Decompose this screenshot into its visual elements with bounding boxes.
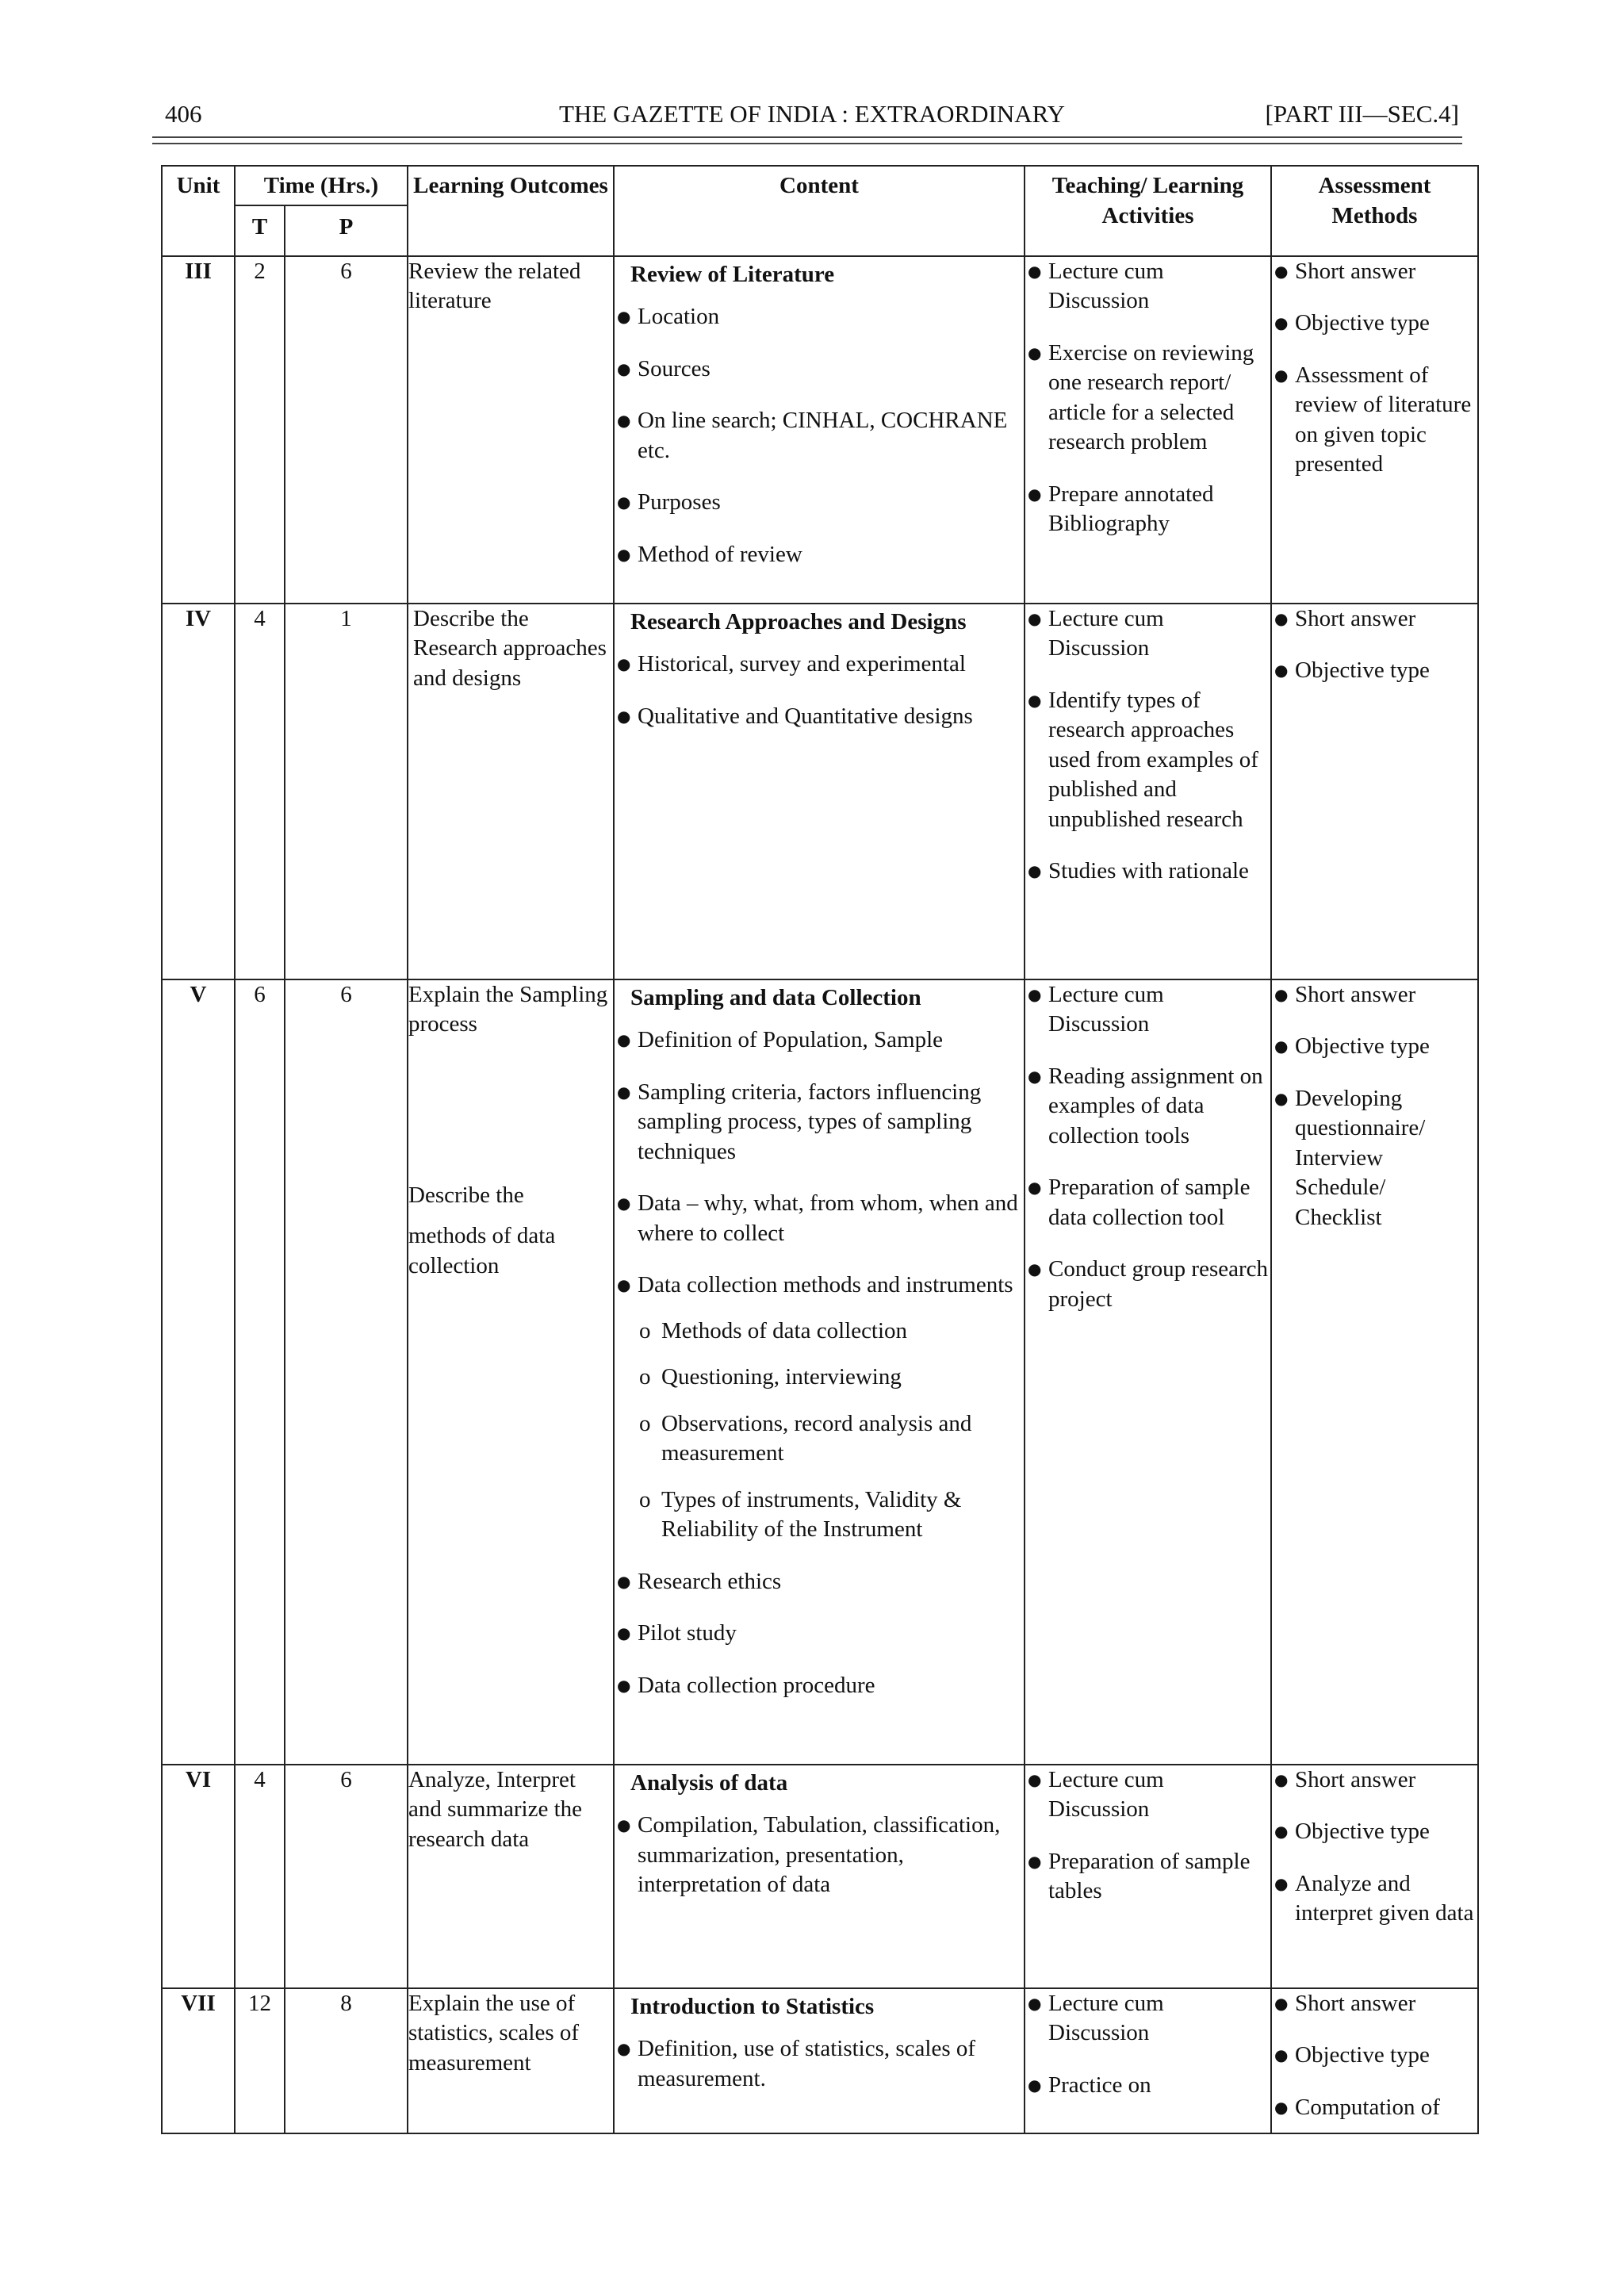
content-heading: Analysis of data [630,1769,788,1796]
activity-item: ● Exercise on reviewing one research report/ article for a selected research problem [1025,339,1270,458]
practical-hours-cell: 1 [285,604,408,979]
learning-outcomes-cell [408,256,614,604]
syllabus-table [161,165,1479,2134]
assessment-item: ● Developing questionnaire/ Interview Schedule/ Checklist [1272,1084,1477,1233]
assessment-cell [1271,1765,1478,1988]
content-item [615,1271,1024,1545]
practical-hours-cell: 6 [285,256,408,604]
activity-item: ● Prepare annotated Bibliography [1025,480,1270,539]
theory-hours-cell: 2 [235,256,285,604]
table-row [162,256,1478,604]
assessment-item: ● Objective type [1272,656,1477,686]
col-header-activities: Teaching/ Learning Activities [1025,166,1271,256]
table-row [162,1765,1478,1988]
assessment-item: ● Short answer [1272,980,1477,1010]
learning-outcome-text: methods of data collection [408,1223,556,1278]
content-cell [614,604,1025,979]
activity-item: ● Lecture cum Discussion [1025,257,1270,316]
page-number: 406 [165,100,202,128]
assessment-list [1272,604,1477,686]
learning-outcome-text: Explain the use of statistics, scales of measurement [408,1990,580,2076]
content-item-text: Data collection methods and instruments [638,1272,1013,1297]
learning-outcomes-cell [408,604,614,979]
content-item-text: Method of review [638,541,802,567]
assessment-item: ● Short answer [1272,604,1477,634]
content-item [615,1025,1024,1056]
content-heading: Review of Literature [630,261,835,287]
assessment-cell [1271,1988,1478,2133]
unit-cell: V [162,979,235,1765]
col-header-p: P [285,205,408,256]
content-item-text: Pilot study [638,1620,737,1646]
col-header-content: Content [614,166,1025,256]
assessment-item: ● Short answer [1272,1765,1477,1796]
assessment-list [1272,1765,1477,1929]
assessment-item: ● Assessment of review of literature on given topic presented [1272,361,1477,480]
table-row [162,1988,1478,2133]
header-row [162,166,1478,205]
activity-item: ● Lecture cum Discussion [1025,604,1270,664]
activities-list [1025,1989,1270,2101]
unit-cell: III [162,256,235,604]
content-list [615,2034,1024,2094]
unit-cell: VII [162,1988,235,2133]
assessment-list [1272,980,1477,1233]
content-item-text: Data – why, what, from whom, when and where to collect [638,1190,1018,1246]
content-item-text: Sampling criteria, factors influencing sampling process, types of sampling techniques [638,1079,982,1164]
content-item-text: Research ethics [638,1568,782,1594]
content-item [615,650,1024,680]
assessment-item: ● Short answer [1272,1989,1477,2019]
activities-list [1025,1765,1270,1907]
assessment-item: ● Analyze and interpret given data [1272,1869,1477,1929]
col-header-learning-outcomes: Learning Outcomes [408,166,614,256]
learning-outcome-text: Describe the Research approaches and designs [413,605,607,691]
content-cell [614,979,1025,1765]
content-sublist [638,1317,1024,1545]
assessment-item: ● Objective type [1272,309,1477,339]
content-item [615,1567,1024,1597]
content-cell [614,256,1025,604]
content-item [615,1189,1024,1248]
unit-cell: IV [162,604,235,979]
content-list [615,1025,1024,1700]
col-header-unit: Unit [162,166,235,256]
theory-hours-cell: 4 [235,604,285,979]
assessment-item: ● Objective type [1272,1817,1477,1847]
content-item [615,1078,1024,1167]
activity-item: ● Identify types of research approaches used from examples of published and unpublished research [1025,686,1270,835]
content-item-text: Location [638,304,720,329]
header-rule [152,143,1462,144]
assessment-list [1272,257,1477,480]
content-item-text: Purposes [638,489,721,515]
content-item [615,2034,1024,2094]
learning-outcome-text: Review the related literature [408,258,581,313]
content-item [615,1671,1024,1701]
content-subitem: o Methods of data collection [638,1317,1024,1347]
activity-item: ● Conduct group research project [1025,1255,1270,1314]
content-item-text: Definition of Population, Sample [638,1027,944,1052]
learning-outcome-text: Explain the Sampling process [408,981,608,1037]
content-item-text: On line search; CINHAL, COCHRANE etc. [638,408,1008,463]
learning-outcome-text: Describe the [408,1182,524,1208]
activity-item: ● Preparation of sample tables [1025,1847,1270,1907]
assessment-item: ● Computation of [1272,2093,1477,2123]
content-heading: Research Approaches and Designs [630,608,967,634]
content-list [615,302,1024,569]
content-item-text: Qualitative and Quantitative designs [638,703,973,729]
content-subitem: o Questioning, interviewing [638,1363,1024,1393]
gazette-title: THE GAZETTE OF INDIA : EXTRAORDINARY [558,100,1066,128]
col-header-time: Time (Hrs.) [235,166,408,205]
col-header-t: T [235,205,285,256]
learning-outcomes-cell [408,1765,614,1988]
activity-item: ● Lecture cum Discussion [1025,1989,1270,2049]
activity-item: ● Lecture cum Discussion [1025,980,1270,1040]
practical-hours-cell: 8 [285,1988,408,2133]
activities-cell [1025,604,1271,979]
content-item-text: Definition, use of statistics, scales of measurement. [638,2036,976,2091]
activities-cell [1025,1765,1271,1988]
learning-outcomes-cell [408,1988,614,2133]
activities-cell [1025,1988,1271,2133]
activities-cell [1025,979,1271,1765]
learning-outcomes-cell [408,979,614,1765]
assessment-cell [1271,256,1478,604]
activities-cell [1025,256,1271,604]
col-header-assessment: Assessment Methods [1271,166,1478,256]
content-item [615,355,1024,385]
learning-outcome-text: Analyze, Interpret and summarize the research data [408,1766,583,1852]
activity-item: ● Studies with rationale [1025,857,1270,887]
content-item [615,488,1024,518]
content-list [615,1811,1024,1900]
content-item-text: Data collection procedure [638,1672,875,1698]
activity-item: ● Preparation of sample data collection tool [1025,1173,1270,1232]
assessment-item: ● Objective type [1272,1032,1477,1062]
content-item-text: Compilation, Tabulation, classification, summarization, presentation, interpretation of data [638,1812,1001,1897]
content-item [615,302,1024,332]
assessment-item: ● Short answer [1272,257,1477,287]
assessment-list [1272,1989,1477,2123]
activity-item: ● Practice on [1025,2071,1270,2101]
content-item-text: Sources [638,355,710,381]
theory-hours-cell: 4 [235,1765,285,1988]
part-section: [PART III—SEC.4] [1265,100,1459,128]
content-heading: Introduction to Statistics [630,1993,875,2019]
unit-cell: VI [162,1765,235,1988]
activities-list [1025,604,1270,887]
table-row [162,979,1478,1765]
theory-hours-cell: 6 [235,979,285,1765]
content-subitem: o Observations, record analysis and measurement [638,1409,1024,1469]
content-cell [614,1765,1025,1988]
content-item [615,702,1024,732]
content-item [615,1811,1024,1900]
content-heading: Sampling and data Collection [630,984,921,1010]
table-row [162,604,1478,979]
activities-list [1025,980,1270,1315]
activity-item: ● Lecture cum Discussion [1025,1765,1270,1825]
content-cell [614,1988,1025,2133]
header-rule [152,136,1462,138]
content-item [615,406,1024,466]
activity-item: ● Reading assignment on examples of data collection tools [1025,1062,1270,1152]
content-item [615,540,1024,570]
theory-hours-cell: 12 [235,1988,285,2133]
practical-hours-cell: 6 [285,979,408,1765]
content-item-text: Historical, survey and experimental [638,651,966,677]
practical-hours-cell: 6 [285,1765,408,1988]
content-item [615,1619,1024,1649]
content-list [615,650,1024,731]
activities-list [1025,257,1270,539]
assessment-item: ● Objective type [1272,2041,1477,2071]
content-subitem: o Types of instruments, Validity & Reliability of the Instrument [638,1485,1024,1545]
assessment-cell [1271,604,1478,979]
page-header [162,94,1462,141]
assessment-cell [1271,979,1478,1765]
